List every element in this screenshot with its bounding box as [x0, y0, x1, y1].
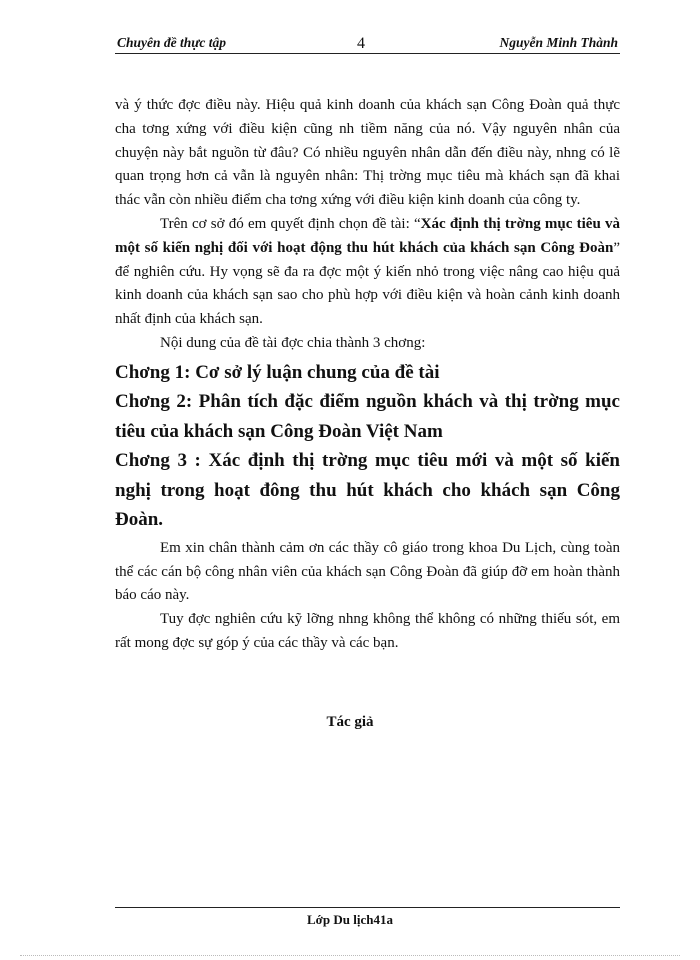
page-header	[115, 33, 620, 54]
thesis-title: Xác định thị trờng mục tiêu và một số kiến nghị đối với hoạt động thu hút khách của khách sạn Công Đoàn	[115, 215, 620, 256]
header-author-name: Nguyễn Minh Thành	[499, 35, 618, 50]
chapter-2: Chơng 2: Phân tích đặc điểm nguồn khách và thị trờng mục tiêu của khách sạn Công Đoàn Việt Nam	[115, 391, 620, 442]
paragraph-3: Nội dung của đề tài đợc chia thành 3 chơng:	[160, 334, 426, 351]
page-footer: Lớp Du lịch41a	[307, 912, 393, 927]
paragraph-2-intro: Trên cơ sở đó em quyết định chọn đề tài: “	[160, 215, 421, 232]
paragraph-1: và ý thức đợc điều này. Hiệu quả kinh doanh của khách sạn Công Đoàn quả thực cha tơng xứng với điều kiện cũng nh tiềm năng của nó. Vậy nguyên nhân của chuyện này bắt nguồn từ đâu? Có nhiều nguyên nhân dẫn đến điều này, nhng có lẽ quan trọng hơn cả vẫn là nguyên nhân: Thị trờng mục tiêu mà khách sạn đã khai thác vẫn còn nhiều điểm cha tơng xứng với điều kiện kinh doanh của công ty.	[115, 97, 620, 209]
paragraph-5: Tuy đợc nghiên cứu kỹ lỡng nhng không thể không có những thiếu sót, em rất mong đợc sự góp ý của các thầy và các bạn.	[115, 611, 620, 651]
page-number: 4	[357, 35, 365, 52]
paragraph-4: Em xin chân thành cảm ơn các thầy cô giáo trong khoa Du Lịch, cùng toàn thể các cán bộ công nhân viên của khách sạn Công Đoàn đã giúp đỡ em hoàn thành báo cáo này.	[115, 539, 620, 604]
document-body	[115, 94, 620, 656]
paragraph-2	[115, 213, 620, 332]
page-edge-divider	[20, 955, 680, 956]
chapter-1: Chơng 1: Cơ sở lý luận chung của đề tài	[115, 361, 440, 383]
chapter-list	[115, 358, 620, 535]
author-signature: Tác giả	[326, 714, 374, 730]
header-document-type: Chuyên đề thực tập	[117, 35, 226, 50]
footer-divider	[115, 907, 620, 908]
chapter-3: Chơng 3 : Xác định thị trờng mục tiêu mới và một số kiến nghị trong hoạt đông thu hút khách cho khách sạn Công Đoàn.	[115, 450, 620, 531]
paragraph-2-rest: ” để nghiên cứu. Hy vọng sẽ đa ra đợc một ý kiến nhỏ trong việc nâng cao hiệu quả kinh doanh của khách sạn sao cho phù hợp với điều kiện và hoàn cảnh kinh doanh nhất định của khách sạn.	[115, 239, 620, 328]
